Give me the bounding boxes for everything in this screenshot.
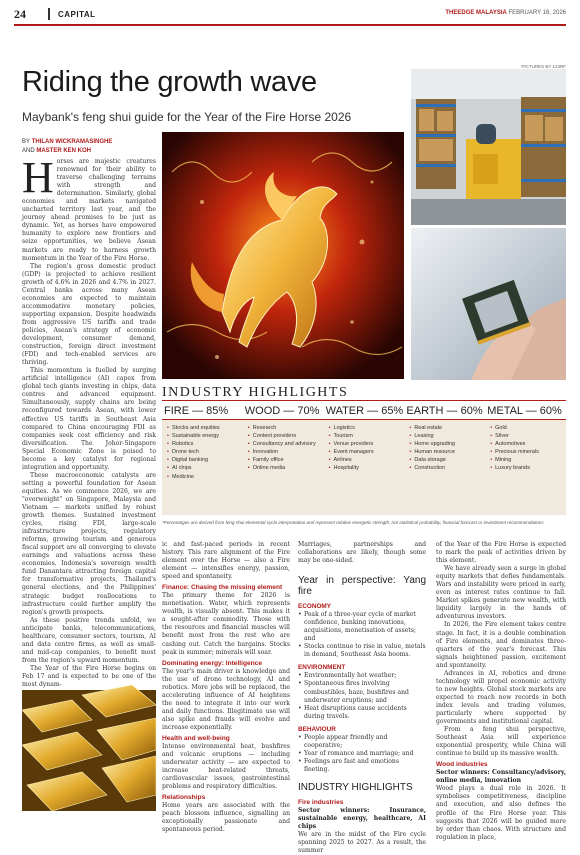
water-column (324, 400, 405, 515)
list-item: • Construction (409, 464, 482, 472)
list-item: • Consultancy and advisory (248, 440, 321, 448)
list-item: • Peak of a three-year cycle of market confidence, banking innovations, acquisitions, monetisation of assets; and (298, 611, 426, 643)
subheading: Fire industries (298, 798, 344, 806)
list-item: • Feelings are fast and emotions fleeting. (298, 758, 426, 774)
page-number: 24 (14, 7, 26, 21)
article-column-2 (162, 541, 290, 834)
fire-horse-icon (162, 132, 404, 379)
list-item: • Human resource (409, 448, 482, 456)
microchip-icon (411, 228, 566, 380)
subheading: Dominating energy: Intelligence (162, 659, 263, 667)
article-column-1 (22, 153, 156, 689)
list-item: • Venue providers (329, 440, 402, 448)
header-divider (48, 8, 50, 20)
list-item: • Real estate (409, 424, 482, 432)
paragraph: The primary theme for 2026 is monetisation. Water, which represents wealth, is visually absent. This makes it a sought-after commodity. Those with the resources and financial muscles will benefit most from the rest who are cashing out. Catch the bargains. Stocks peak in summer; minerals will soar. (162, 592, 290, 656)
paragraph: orses are majestic creatures renowned for their ability to traverse challenging terrains with strength and determination. Similarly, global economies and markets navigated uncharted territory last year, and the journey ahead promises to be just as dynamic. Yet, as horses have empowered humanity to explore new frontiers and seize opportunities, we believe Asean markets are ready to harness growth momentum in the Year of the Fire Horse. (22, 158, 156, 262)
paragraph: The Year of the Fire Horse begins on Feb 17 and is expected to be one of the most dynam- (22, 664, 156, 689)
list-item: • Home upgrading (409, 440, 482, 448)
list-item: • Environmentally hot weather; (298, 672, 426, 680)
section-label: CAPITAL (58, 10, 96, 19)
paragraph: Advances in AI, robotics and drone technology will propel economic activity to new heights. Global stock markets are expected to reach new records in both index levels and trading volumes, particularly where supported by governments and institutional capital. (436, 669, 566, 726)
metal-column (485, 400, 566, 515)
paragraph: We have already seen a surge in global equity markets that defies fundamentals. Wars and instability were priced in early, even as interest rates continue to fall. Market spikes generate new wealth, with liquidity largely in the hands of adventurous investors. (436, 565, 566, 621)
sidebar-subheading: BEHAVIOUR (298, 725, 336, 733)
list-item: • Event managers (329, 448, 402, 456)
list-item: • Digital banking (167, 456, 240, 464)
paragraph: We are in the midst of the Fire cycle spanning 2025 to 2027. As a result, the summer (298, 831, 426, 855)
list-item: • Year of romance and marriage; and (298, 750, 426, 758)
industry-footnote: *Percentages are derived from feng shui elemental cycle interpretation and represent relative energetic strength, not statistical probability, financial forecast or investment recommendations (162, 520, 544, 525)
author-1: THILAN WICKRAMASINGHE (31, 139, 113, 145)
microchip-photo (411, 228, 566, 380)
page-subtitle: Maybank's feng shui guide for the Year of the Fire Horse 2026 (22, 110, 352, 124)
paragraph: From a feng shui perspective, Southeast Asia will experience exponential prosperity, while China will continue to build up its massive wealth. (436, 726, 566, 758)
fire-column (162, 400, 243, 515)
subheading: Wood industries (436, 761, 488, 769)
header-rule (14, 24, 566, 26)
paragraph: In 2026, the Fire element takes centre stage. In fact, it is a double combination of Fire elements, and dominates three-quarters of the year's forecast. This signals heightened passion, excitement and spontaneity. (436, 621, 566, 669)
list-item: • Medicine (167, 473, 240, 481)
sector-winners: Sector winners: Insurance, sustainable energy, healthcare, AI chips (298, 806, 426, 831)
paragraph: This momentum is fuelled by surging artificial intelligence (AI) capex from global tech giants investing in chips, data centres and advanced equipment. Simultaneously, supply chains are being reconfigured towards Asean, with lower effective US tariffs in Southeast Asia compared to China encouraging FDI as companies seek cost efficiency and risk diversification. The Johor-Singapore Special Economic Zone is poised to become a key catalyst for regional integration and opportunity. (22, 367, 156, 471)
masthead-date (445, 10, 566, 16)
sidebar-subheading: ECONOMY (298, 603, 332, 611)
byline-and: AND (22, 148, 35, 154)
list-item: • Content providers (248, 432, 321, 440)
earth-column (404, 400, 485, 515)
list-item: • Stocks and equities (167, 424, 240, 432)
industry-highlights-heading: INDUSTRY HIGHLIGHTS (298, 781, 413, 793)
paragraph: As these positive trends unfold, we anticipate banks, telecommunications, healthcare, consumer sectors, tourism, AI and data centre firms, as well as small- and mid-cap companies, to benefit most from the region's upward momentum. (22, 616, 156, 664)
warehouse-icon (411, 69, 566, 225)
column-header: WATER — 65% (324, 400, 405, 420)
list-item: • Silver (490, 432, 563, 440)
list-item: • Hospitality (329, 464, 402, 472)
list-item: • Online media (248, 464, 321, 472)
list-item: • Mining (490, 456, 563, 464)
wood-column (243, 400, 324, 515)
article-column-3 (298, 541, 426, 855)
list-item: • Precious minerals (490, 448, 563, 456)
list-item: • Automotives (490, 440, 563, 448)
list-item: • Leasing (409, 432, 482, 440)
paragraph: Wood plays a dual role in 2026. It symbolises competitiveness, discipline and execution, and also defines the profile of the Fire Horse year. This suggests that 2026 will be guided more by order than chaos. With structure and regulation in place, (436, 785, 566, 841)
paragraph: of the Year of the Fire Horse is expected to mark the peak of activities driven by this element. (436, 541, 566, 565)
list-item: • Research (248, 424, 321, 432)
paragraph: Intense environmental heat, bushfires and volcanic eruptions — including underwater activity — are expected to increase heat-related threats, cardiovascular issues, gastrointestinal problems and respiratory difficulties. (162, 742, 290, 791)
list-item: • Sustainable energy (167, 432, 240, 440)
page-title: Riding the growth wave (22, 66, 317, 98)
list-item: • Robotics (167, 440, 240, 448)
list-item: • Stocks continue to rise in value, metals in demand, Southeast Asia booms. (298, 643, 426, 659)
gold-bars-photo (22, 690, 156, 811)
list-item: • Innovation (248, 448, 321, 456)
paragraph: These macroeconomic catalysts are setting a powerful foundation for Asean equities. As we commence 2026, we are "overweight" on Singapore, Malaysia and Vietnam — markets unified by robust growth themes. Sustained investment cycles, rising FDI, large-scale infrastructure projects, regulatory reforms, growing tourism and generous fiscal support are all converging to elevate earnings and valuations across these economies. Indonesia's sovereign wealth fund Danantara attracting foreign capital for transformative projects, Thailand's general elections, and the Philippines' strategic budget reallocations to infrastructure could further amplify the region's growth prospects. (22, 471, 156, 616)
list-item: • People appear friendly and cooperative; (298, 734, 426, 750)
paragraph: Marriages, partnerships and collaborations are likely, though some may be one-sided. (298, 541, 426, 565)
column-header: METAL — 60% (485, 400, 566, 420)
column-header: WOOD — 70% (243, 400, 324, 420)
list-item: • Luxury brands (490, 464, 563, 472)
paragraph: The region's gross domestic product (GDP) is projected to achieve resilient growth of 4.6% in 2026 and 4.7% in 2027. Central banks across many Asean economies are expected to maintain accommodative monetary policies, supporting expansion. Despite headwinds from aggressive US tariffs and trade policies, Asean's strategy of economic development, consumer demand, construction, foreign direct investment (FDI) and tech-enabled services are thriving. (22, 262, 156, 367)
list-item: • Drone tech (167, 448, 240, 456)
list-item: • Heat disruptions cause accidents during travels. (298, 705, 426, 721)
warehouse-photo (411, 69, 566, 225)
list-item: • Spontaneous fires involving combustibles, haze, bushfires and underwater eruptions; and (298, 680, 426, 704)
drop-cap: H (22, 153, 54, 202)
sidebar-title: Year in perspective: Yang fire (298, 575, 426, 598)
list-item: • Gold (490, 424, 563, 432)
paragraph: Home years are associated with the peach blossom influence, signalling an exceptionally passionate and spontaneous period. (162, 802, 290, 834)
industry-highlights-title: INDUSTRY HIGHLIGHTS (162, 385, 349, 400)
list-item: • Tourism (329, 432, 402, 440)
article-column-4 (436, 541, 566, 842)
list-item: • AI chips (167, 464, 240, 472)
column-header: FIRE — 85% (162, 400, 243, 420)
byline-by: BY (22, 139, 31, 145)
author-2: MASTER KEN KOH (36, 148, 92, 154)
sidebar-subheading: ENVIRONMENT (298, 664, 346, 672)
gold-bars-icon (22, 690, 156, 811)
sector-winners: Sector winners: Consultancy/advisory, online media, innovation (436, 769, 566, 785)
subheading: Health and well-being (162, 734, 230, 742)
paragraph: The year's main driver is knowledge and the use of drone technology, AI and robotics. More jobs will be replaced, the accelerating influence of AI heightens the need to integrate it into our work and daily functions. Illegitimate use will also spike and frauds will evolve and increase exponentially. (162, 667, 290, 731)
list-item: • Data storage (409, 456, 482, 464)
list-item: • Family office (248, 456, 321, 464)
list-item: • Airlines (329, 456, 402, 464)
subheading: Relationships (162, 794, 206, 802)
photo-credit: PICTURES BY 123RF (521, 64, 566, 69)
masthead: THEEDGE MALAYSIA (445, 10, 507, 16)
column-header: EARTH — 60% (404, 400, 485, 420)
subheading: Finance: Chasing the missing element (162, 584, 283, 592)
industry-highlights-table (162, 400, 566, 515)
issue-date: FEBRUARY 16, 2026 (508, 10, 566, 16)
list-item: • Logistics (329, 424, 402, 432)
paragraph: ic and fast-paced periods in recent history. This rare alignment of the Fire element over the Horse — also a Fire element — intensifies energy, passion, speed and spontaneity. (162, 541, 290, 581)
fire-horse-illustration (162, 132, 404, 379)
